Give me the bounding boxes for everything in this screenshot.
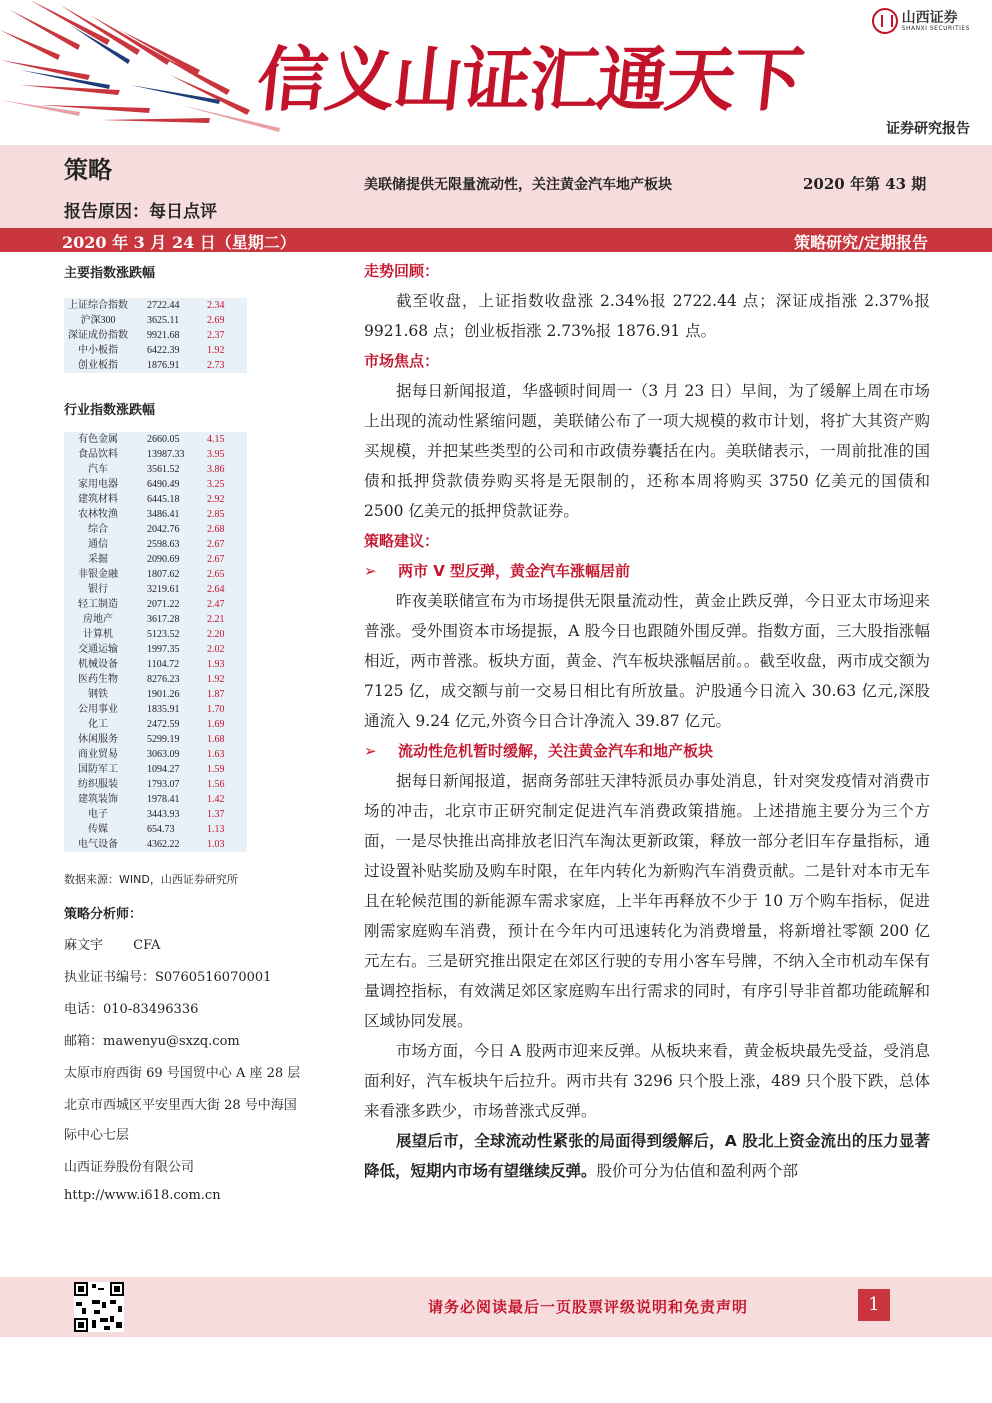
index-change: 1.93: [207, 659, 225, 670]
bullet-heading-2-text: 流动性危机暂时缓解，关注黄金汽车和地产板块: [398, 742, 714, 760]
table-row: [64, 537, 247, 552]
data-source: 数据来源：WIND，山西证券研究所: [64, 873, 238, 886]
outlook-rest-text: 股价可分为估值和盈利两个部: [596, 1162, 799, 1180]
table-row: [64, 597, 247, 612]
index-change: 1.37: [207, 809, 225, 820]
table-row: [64, 567, 247, 582]
section-title-focus: 市场焦点：: [364, 352, 440, 370]
logo-sub: SHANXI SECURITIES: [901, 24, 970, 32]
index-name: 纺织服装: [78, 779, 118, 790]
index-value: 3063.09: [147, 749, 180, 760]
table-row: [64, 747, 247, 762]
index-name: 食品饮料: [78, 449, 118, 460]
index-change: 1.42: [207, 794, 225, 805]
main-index-title: 主要指数涨跌幅: [64, 266, 156, 281]
index-change: 1.92: [207, 345, 225, 356]
address-beijing-line2: 际中心七层: [64, 1128, 130, 1143]
index-name: 电气设备: [78, 839, 118, 850]
index-change: 2.64: [207, 584, 225, 595]
advice-paragraph-1: 昨夜美联储宣布为市场提供无限量流动性，黄金止跌反弹，今日亚太市场迎来普涨。受外围资本市场提振，A 股今日也跟随外围反弹。指数方面，三大股指涨幅相近，两市普涨。板块方面，黄金、汽车板块涨幅居前。。截至收盘，两市成交额为 7125 亿，成交额与前一交易日相比有所放量。沪股通今日流入 30.63 亿元,深股通流入 9.24 亿元,外资今日合计净流入 39.87 亿元。: [364, 592, 930, 730]
index-change: 3.25: [207, 479, 225, 490]
index-name: 农林牧渔: [78, 509, 118, 520]
focus-paragraph: 据每日新闻报道，华盛顿时间周一（3 月 23 日）早间，为了缓解上周在市场上出现的流动性紧缩问题，美联储公布了一项大规模的救市计划，将扩大其资产购买规模，并把某些类型的公司和市政债券囊括在内。美联储表示，一周前批准的国债和抵押贷款债券购买将是无限制的，还称本周将购买 3750 亿美元的国债和 2500 亿美元的抵押贷款证券。: [364, 382, 930, 520]
index-change: 2.69: [207, 315, 225, 326]
index-change: 1.03: [207, 839, 225, 850]
table-row: [64, 313, 247, 328]
index-name: 轻工制造: [78, 599, 118, 610]
industry-index-table: [64, 432, 247, 852]
table-row: [64, 732, 247, 747]
advice-paragraph-4: [364, 1126, 930, 1186]
table-row: [64, 582, 247, 597]
qr-code-icon: [74, 1282, 124, 1332]
index-value: 3219.61: [147, 584, 180, 595]
index-change: 2.37: [207, 330, 225, 341]
index-name: 创业板指: [78, 360, 118, 371]
table-row: [64, 462, 247, 477]
table-row: [64, 552, 247, 567]
index-name: 上证综合指数: [68, 300, 128, 311]
report-headline: 美联储提供无限量流动性，关注黄金汽车地产板块: [364, 177, 672, 193]
index-name: 采掘: [88, 554, 108, 565]
index-value: 2472.59: [147, 719, 180, 730]
index-change: 1.92: [207, 674, 225, 685]
index-value: 1978.41: [147, 794, 180, 805]
index-name: 通信: [88, 539, 108, 550]
arrow-bullet-icon: ➢: [364, 562, 377, 580]
review-paragraph: 截至收盘，上证指数收盘涨 2.34%报 2722.44 点；深证成指涨 2.37%报 9921.68 点；创业板指涨 2.73%报 1876.91 点。: [364, 292, 930, 340]
index-value: 3625.11: [147, 315, 180, 326]
table-row: [64, 612, 247, 627]
index-change: 2.47: [207, 599, 225, 610]
index-value: 3486.41: [147, 509, 180, 520]
disclaimer-notice: 请务必阅读最后一页股票评级说明和免责声明: [428, 1298, 749, 1316]
index-name: 综合: [88, 524, 108, 535]
section-title-advice: 策略建议：: [364, 532, 440, 550]
table-row: [64, 672, 247, 687]
index-name: 电子: [88, 809, 108, 820]
table-row: [64, 777, 247, 792]
index-change: 1.70: [207, 704, 225, 715]
index-value: 2090.69: [147, 554, 180, 565]
index-name: 家用电器: [78, 479, 118, 490]
table-row: [64, 447, 247, 462]
table-row: [64, 358, 247, 373]
bullet-heading-2: [364, 736, 930, 766]
analyst-title: 策略分析师：: [64, 907, 143, 922]
index-name: 机械设备: [78, 659, 118, 670]
table-row: [64, 477, 247, 492]
index-change: 2.20: [207, 629, 225, 640]
index-value: 1094.27: [147, 764, 180, 775]
index-name: 国防军工: [78, 764, 118, 775]
logo-name: 山西证券: [901, 9, 958, 26]
report-reason: 报告原因：每日点评: [64, 202, 217, 222]
index-name: 深证成份指数: [68, 330, 128, 341]
outlook-bold-text: 展望后市，全球流动性紧张的局面得到缓解后，A 股北上资金流出的压力显著降低，短期内市场有望继续反弹。: [364, 1132, 930, 1180]
index-change: 3.86: [207, 464, 225, 475]
address-taiyuan: 太原市府西街 69 号国贸中心 A 座 28 层: [64, 1066, 301, 1081]
index-value: 1104.72: [147, 659, 180, 670]
index-value: 3443.93: [147, 809, 180, 820]
index-name: 化工: [88, 719, 108, 730]
address-beijing-line1: 北京市西城区平安里西大街 28 号中海国: [64, 1098, 297, 1113]
index-name: 交通运输: [78, 644, 118, 655]
index-value: 6445.18: [147, 494, 180, 505]
index-value: 6490.49: [147, 479, 180, 490]
index-name: 银行: [88, 584, 108, 595]
logo-mark-icon: [872, 8, 898, 34]
index-value: 2071.22: [147, 599, 180, 610]
index-value: 1901.26: [147, 689, 180, 700]
index-change: 1.56: [207, 779, 225, 790]
table-row: [64, 522, 247, 537]
table-row: [64, 507, 247, 522]
index-change: 2.67: [207, 539, 225, 550]
index-value: 6422.39: [147, 345, 180, 356]
index-change: 2.34: [207, 300, 225, 311]
index-change: 1.87: [207, 689, 225, 700]
table-row: [64, 762, 247, 777]
index-change: 2.85: [207, 509, 225, 520]
index-name: 汽车: [88, 464, 108, 475]
report-kind: 策略研究/定期报告: [794, 233, 928, 252]
index-name: 房地产: [83, 614, 113, 625]
index-name: 传媒: [88, 824, 108, 835]
index-value: 1807.62: [147, 569, 180, 580]
advice-paragraph-2: 据每日新闻报道，据商务部驻天津特派员办事处消息，针对突发疫情对消费市场的冲击，北京市正研究制定促进汽车消费政策措施。上述措施主要分为三个方面，一是尽快推出高排放老旧汽车淘汰更新政策，释放一部分老旧车存量指标，通过设置补贴奖励及购车时限，在年内转化为新购汽车消费贡献。二是针对本市无车且在轮候范围的新能源车需求家庭，上半年再释放不少于 10 万个购车指标，促进刚需家庭购车消费，预计在今年内可迅速转化为消费增量，将新增社零额 200 亿元左右。三是研究推出限定在郊区行驶的专用小客车号牌，不纳入全市机动车保有量调控指标，有效满足郊区家庭购车出行需求的同时，有序引导非首都功能疏解和区域协同发展。: [364, 772, 930, 1030]
index-name: 公用事业: [78, 704, 118, 715]
page-number: 1: [858, 1289, 890, 1321]
index-value: 1835.91: [147, 704, 180, 715]
index-change: 2.21: [207, 614, 225, 625]
index-change: 1.69: [207, 719, 225, 730]
email: 邮箱：mawenyu@sxzq.com: [64, 1034, 240, 1049]
table-row: [64, 343, 247, 358]
company-logo: [872, 8, 970, 34]
table-row: [64, 807, 247, 822]
issue-number: 2020 年第 43 期: [803, 175, 927, 193]
bullet-heading-1-text: 两市 V 型反弹，黄金汽车涨幅居前: [398, 562, 631, 580]
index-change: 1.68: [207, 734, 225, 745]
index-value: 3561.52: [147, 464, 180, 475]
index-value: 8276.23: [147, 674, 180, 685]
table-row: [64, 328, 247, 343]
slogan: 信义山证汇通天下: [253, 38, 806, 121]
index-value: 1793.07: [147, 779, 180, 790]
index-value: 5123.52: [147, 629, 180, 640]
arrow-bullet-icon: ➢: [364, 742, 377, 760]
index-change: 2.65: [207, 569, 225, 580]
table-row: [64, 642, 247, 657]
main-content: [364, 256, 930, 1186]
index-value: 2042.76: [147, 524, 180, 535]
index-value: 1997.35: [147, 644, 180, 655]
table-row: [64, 792, 247, 807]
main-index-table: [64, 298, 247, 373]
analyst-name: 麻文宇 CFA: [64, 938, 161, 953]
index-value: 2660.05: [147, 434, 180, 445]
index-value: 4362.22: [147, 839, 180, 850]
index-change: 4.15: [207, 434, 225, 445]
index-value: 1876.91: [147, 360, 180, 371]
index-name: 非银金融: [78, 569, 118, 580]
table-row: [64, 298, 247, 313]
table-row: [64, 492, 247, 507]
index-name: 商业贸易: [78, 749, 118, 760]
report-category: 策略: [64, 156, 112, 184]
index-change: 1.59: [207, 764, 225, 775]
table-row: [64, 627, 247, 642]
website-link[interactable]: http://www.i618.com.cn: [64, 1188, 221, 1203]
index-name: 钢铁: [88, 689, 108, 700]
index-name: 有色金属: [78, 434, 118, 445]
industry-index-title: 行业指数涨跌幅: [64, 403, 156, 418]
index-change: 3.95: [207, 449, 225, 460]
index-value: 2722.44: [147, 300, 180, 311]
company-name: 山西证券股份有限公司: [64, 1160, 195, 1175]
index-value: 654.73: [147, 824, 175, 835]
advice-paragraph-3: 市场方面，今日 A 股两市迎来反弹。从板块来看，黄金板块最先受益，受消息面利好，汽车板块午后拉升。两市共有 3296 只个股上涨，489 只个股下跌，总体来看涨多跌少，市场普涨式反弹。: [364, 1042, 930, 1120]
index-change: 2.02: [207, 644, 225, 655]
index-change: 2.67: [207, 554, 225, 565]
section-title-review: 走势回顾：: [364, 262, 440, 280]
index-change: 1.13: [207, 824, 225, 835]
index-value: 9921.68: [147, 330, 180, 341]
index-value: 3617.28: [147, 614, 180, 625]
index-change: 1.63: [207, 749, 225, 760]
table-row: [64, 822, 247, 837]
index-name: 医药生物: [78, 674, 118, 685]
index-change: 2.73: [207, 360, 225, 371]
index-name: 休闲服务: [78, 734, 118, 745]
index-name: 计算机: [83, 629, 113, 640]
index-name: 中小板指: [78, 345, 118, 356]
report-type: 证券研究报告: [886, 121, 970, 137]
index-name: 建筑材料: [78, 494, 118, 505]
table-row: [64, 432, 247, 447]
index-name: 沪深300: [80, 315, 116, 326]
table-row: [64, 702, 247, 717]
index-change: 2.92: [207, 494, 225, 505]
table-row: [64, 687, 247, 702]
index-value: 2598.63: [147, 539, 180, 550]
table-row: [64, 657, 247, 672]
index-value: 13987.33: [147, 449, 185, 460]
table-row: [64, 717, 247, 732]
index-change: 2.68: [207, 524, 225, 535]
index-name: 建筑装饰: [78, 794, 118, 805]
license-number: 执业证书编号：S0760516070001: [64, 970, 272, 985]
bullet-heading-1: [364, 556, 930, 586]
table-row: [64, 837, 247, 852]
phone: 电话：010-83496336: [64, 1002, 199, 1017]
index-value: 5299.19: [147, 734, 180, 745]
report-date: 2020 年 3 月 24 日（星期二）: [62, 233, 296, 252]
